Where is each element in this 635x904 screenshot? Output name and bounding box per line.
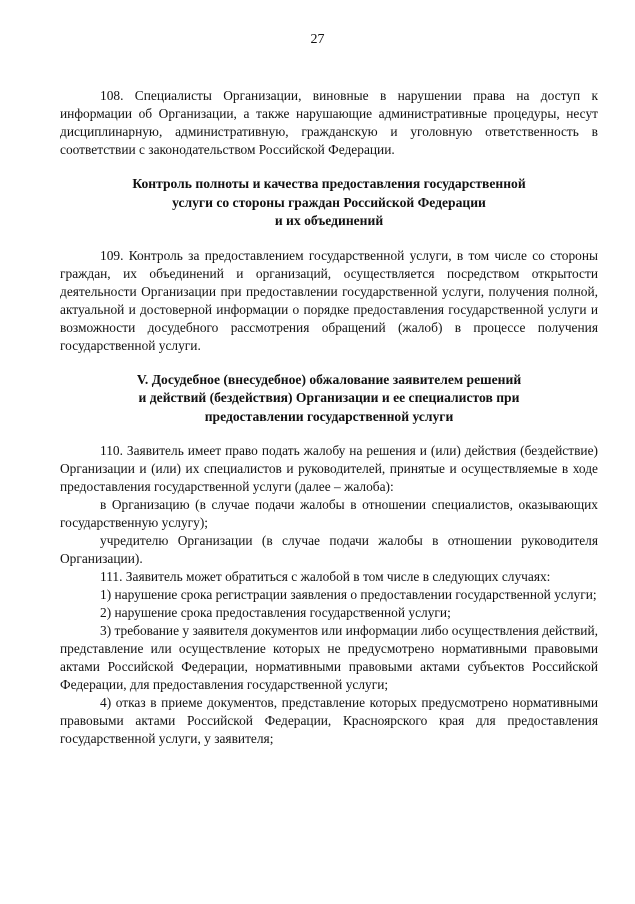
heading-line: V. Досудебное (внесудебное) обжалование заявителем решений (136, 371, 522, 387)
section-heading-appeal (60, 371, 598, 427)
paragraph-111-item-2: 2) нарушение срока предоставления государственной услуги; (100, 605, 451, 620)
paragraph-111: 111. Заявитель может обратиться с жалобой в том числе в следующих случаях: (100, 569, 551, 584)
heading-line: и их объединений (274, 213, 384, 228)
page-number: 27 (310, 32, 325, 47)
paragraph-111-item-4: 4) отказ в приеме документов, представление которых предусмотрено нормативными правовыми актами Российской Федерации, Красноярского края для предоставления государственной услуги, у заявителя; (60, 695, 598, 746)
paragraph-111-item-1: 1) нарушение срока регистрации заявления о предоставлении государственной услуги; (100, 587, 597, 602)
document-body (60, 87, 598, 748)
heading-line: услуги со стороны граждан Российской Федерации (172, 194, 486, 210)
heading-line: Контроль полноты и качества предоставления государственной (132, 176, 526, 191)
paragraph-111-item-3: 3) требование у заявителя документов или информации либо осуществления действий, представление или осуществление которых не предусмотрено нормативными правовыми актами Российской Федерации, нормативными правовыми актами субъектов Российской Федерации, для предоставления государственной услуги; (60, 623, 598, 692)
paragraph-110-item-b: учредителю Организации (в случае подачи жалобы в отношении руководителя Организации). (60, 533, 598, 566)
heading-line: предоставлении государственной услуги (204, 408, 454, 424)
paragraph-110: 110. Заявитель имеет право подать жалобу на решения и (или) действия (бездействие) Организации и (или) их специалистов и руководителей, принятые и осуществляемые в ходе предоставления государственной услуги (далее – жалоба): (60, 443, 598, 494)
paragraph-109: 109. Контроль за предоставлением государственной услуги, в том числе со стороны граждан, их объединений и организаций, осуществляется посредством открытости деятельности Организации при предоставлении государственной услуги, получения полной, актуальной и достоверной информации о порядке предоставления государственной услуги и возможности досудебного рассмотрения обращений (жалоб) в процессе получения государственной услуги. (60, 247, 598, 353)
paragraph-108: 108. Специалисты Организации, виновные в нарушении права на доступ к информации об Организации, а также нарушающие административные процедуры, несут дисциплинарную, административную, гражданскую и уголовную ответственность в соответствии с законодательством Российской Федерации. (60, 88, 598, 157)
paragraph-110-item-a: в Организацию (в случае подачи жалобы в отношении специалистов, оказывающих государственную услугу); (60, 497, 598, 530)
heading-line: и действий (бездействия) Организации и ее специалистов при (138, 390, 520, 405)
section-heading-control (60, 175, 598, 231)
